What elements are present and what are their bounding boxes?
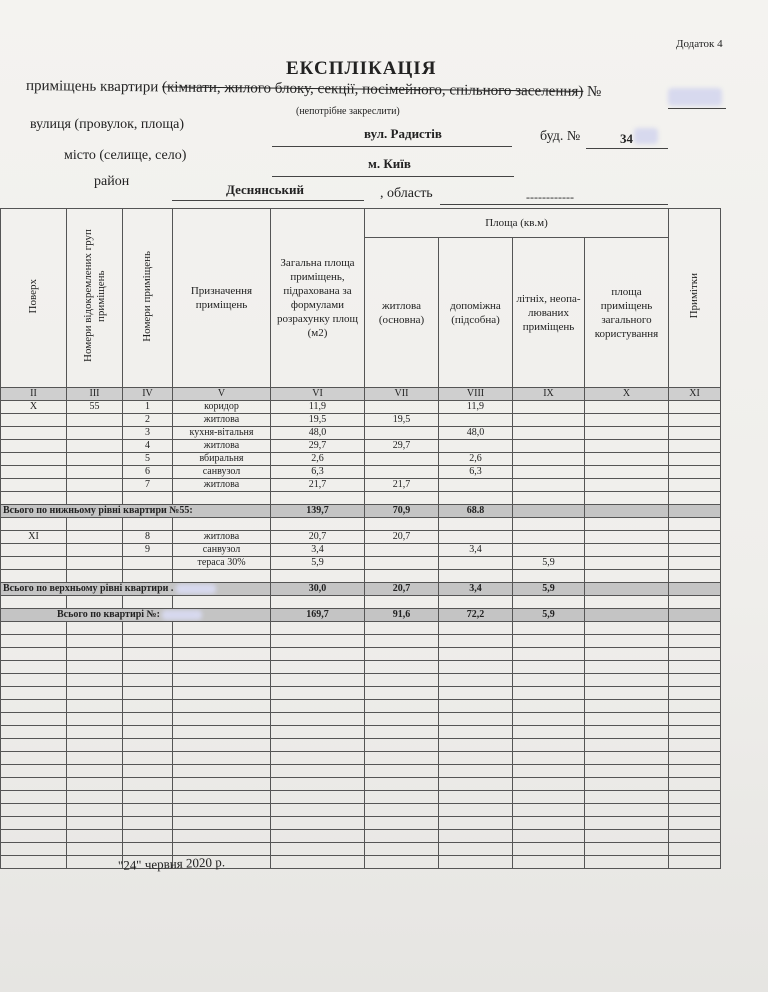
table-row: 5 вбиральня 2,6 2,6: [1, 453, 721, 466]
table-row: XI 8 житлова 20,7 20,7: [1, 531, 721, 544]
redacted-upper-number: [176, 584, 216, 594]
header-group-numbers: Номери відокремлених груп приміщень: [67, 209, 123, 388]
table-row: 6 санвузол 6,3 6,3: [1, 466, 721, 479]
table-row: тераса 30% 5,9 5,9: [1, 557, 721, 570]
table-row: X 55 1 коридор 11,9 11,9: [1, 401, 721, 414]
table-row: 4 житлова 29,7 29,7: [1, 440, 721, 453]
strike-note: (непотрібне закреслити): [296, 106, 400, 117]
subtitle-number-sign: №: [587, 83, 602, 101]
table-row: 7 житлова 21,7 21,7: [1, 479, 721, 492]
district-value: Деснянський: [226, 182, 304, 197]
region-value: ------------: [526, 190, 574, 204]
subtitle-struck: (кімнати, жилого блоку, секції, посімейного, спільного заселення): [161, 79, 584, 100]
header-notes: Примітки: [669, 209, 721, 388]
document-title: ЕКСПЛІКАЦІЯ: [286, 58, 437, 79]
appendix-label: Додаток 4: [676, 38, 723, 50]
header-area-group: Площа (кв.м): [365, 209, 669, 238]
grand-total-row: Всього по квартирі №: 169,7 91,6 72,2 5,9: [1, 609, 721, 622]
redacted-apartment-number: [668, 88, 722, 106]
street-value: вул. Радистів: [364, 126, 442, 141]
header-common: площа приміщень загального користування: [585, 238, 669, 388]
header-auxiliary: допоміжна (підсобна): [439, 238, 513, 388]
street-label: вулиця (провулок, площа): [30, 117, 185, 132]
explication-table: [0, 208, 721, 869]
header-purpose: Призначення приміщень: [173, 209, 271, 388]
district-label: район: [94, 174, 130, 189]
table-row: 3 кухня-вітальня 48,0 48,0: [1, 427, 721, 440]
building-label: буд. №: [540, 129, 581, 144]
building-value: 34: [620, 131, 633, 146]
subtitle-prefix: приміщень квартири: [25, 78, 159, 96]
header-living: житлова (основна): [365, 238, 439, 388]
redacted-apartment-number-2: [162, 610, 202, 620]
header-summer: літніх, неопа- люваних приміщень: [513, 238, 585, 388]
region-label: , область: [380, 186, 433, 201]
subtitle: [26, 78, 602, 101]
city-label: місто (селище, село): [64, 148, 187, 163]
lower-level-total-row: Всього по нижньому рівні квартири №55: 139,7 70,9 68.8: [1, 505, 721, 518]
redacted-building-suffix: [634, 128, 658, 144]
city-value: м. Київ: [368, 156, 411, 171]
table-row: 9 санвузол 3,4 3,4: [1, 544, 721, 557]
roman-numeral-row: II III IV V VI VII VIII IX X XI: [1, 388, 721, 401]
upper-level-total-row: Всього по верхньому рівні квартири . 30,0 20,7 3,4 5,9: [1, 583, 721, 596]
header-floor: Поверх: [1, 209, 67, 388]
document-date: "24" червня 2020 р.: [117, 854, 226, 873]
header-room-numbers: Номери приміщень: [123, 209, 173, 388]
header-total-area: Загальна площа приміщень, підрахована за формулами розрахунку площ (м2): [271, 209, 365, 388]
table-row: 2 житлова 19,5 19,5: [1, 414, 721, 427]
